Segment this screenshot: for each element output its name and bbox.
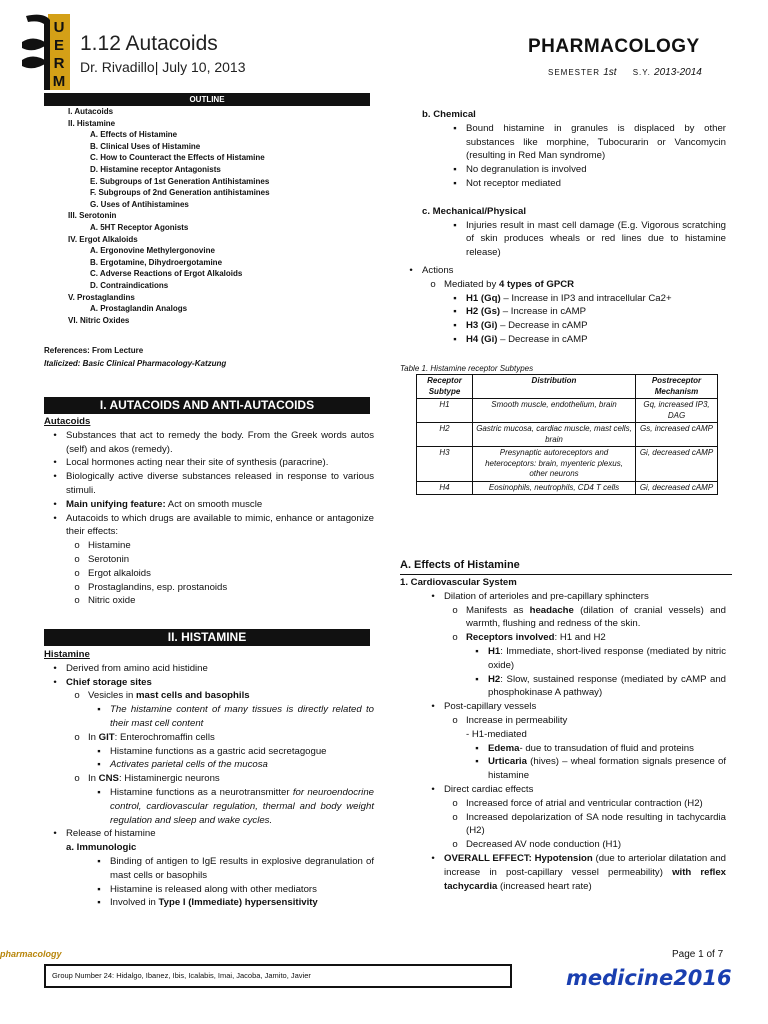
outline-item: C. How to Counteract the Effects of Histamine bbox=[90, 153, 265, 163]
outline-item: E. Subgroups of 1st Generation Antihistamines bbox=[90, 176, 270, 186]
footer-logo: pharmacology bbox=[0, 949, 62, 959]
list-item: o Serotonin bbox=[74, 553, 130, 565]
table-cell: Gs, increased cAMP bbox=[636, 423, 718, 447]
table-cell: H3 bbox=[417, 447, 473, 482]
list-item: o Increased force of atrial and ventricular contraction (H2) bbox=[452, 797, 703, 809]
semester-line bbox=[548, 66, 702, 80]
outline-item: I. Autacoids bbox=[68, 107, 114, 116]
list-item: ▪ H1: Immediate, short-lived response (mediated by nitric oxide) bbox=[475, 645, 726, 671]
page-number: Page 1 of 7 bbox=[672, 949, 724, 960]
list-item: • Release of histamine bbox=[53, 828, 156, 840]
list-item: ▪ Histamine functions as a neurotransmitter for neuroendocrine control, cardiovascular regulation, thermal and body weight regulation and sleep and wake cycles. bbox=[97, 786, 374, 826]
references-italic-line: Italicized: Basic Clinical Pharmacology-Katzung bbox=[44, 359, 227, 368]
table-row bbox=[417, 399, 718, 423]
list-item: ▪ Not receptor mediated bbox=[453, 177, 561, 189]
list-item: ▪ Edema- due to transudation of fluid and proteins bbox=[475, 742, 694, 754]
outline-item: G. Uses of Antihistamines bbox=[90, 199, 189, 209]
list-item: o In CNS: Histaminergic neurons bbox=[74, 773, 220, 785]
list-item: o Increase in permeability bbox=[452, 714, 568, 726]
list-item: ▪ The histamine content of many tissues is directly related to their mast cell content bbox=[97, 704, 374, 729]
outline-list bbox=[68, 106, 368, 326]
cardiovascular-heading: 1. Cardiovascular System bbox=[400, 577, 517, 588]
group-members: Group Number 24: Hidalgo, Ibanez, Ibis, Icalabis, Imai, Jacoba, Jamito, Javier bbox=[44, 964, 512, 988]
section-heading-histamine: II. HISTAMINE bbox=[44, 629, 370, 646]
list-item: ▪ Urticaria (hives) – wheal formation signals presence of histamine bbox=[475, 756, 726, 782]
list-item: ▪ Histamine is released along with other mediators bbox=[97, 883, 317, 895]
logo-letter-u: U bbox=[53, 19, 65, 36]
list-item: • Substances that act to remedy the body. From the Greek words autos (self) and akos (remedy). bbox=[53, 429, 374, 455]
list-item: o Mediated by 4 types of GPCR bbox=[430, 278, 575, 290]
effects-section bbox=[400, 576, 726, 893]
list-item: o Decreased AV node conduction (H1) bbox=[452, 839, 622, 851]
table-header-cell: Distribution bbox=[473, 375, 636, 399]
outline-item: A. Prostaglandin Analogs bbox=[90, 304, 188, 314]
table-cell: Eosinophils, neutrophils, CD4 T cells bbox=[473, 481, 636, 495]
references-line: References: From Lecture bbox=[44, 346, 144, 355]
list-item: ▪ H2: Slow, sustained response (mediated by cAMP and phosphokinase A pathway) bbox=[475, 673, 726, 699]
sy-label: S.Y. bbox=[632, 68, 651, 77]
outline-item: II. Histamine bbox=[68, 118, 116, 128]
semester-value: 1st bbox=[603, 67, 617, 78]
list-item: o Manifests as headache (dilation of cranial vessels) and warmth, flushing and redness of the skin. bbox=[452, 604, 726, 630]
list-item: • Main unifying feature: Act on smooth muscle bbox=[53, 498, 263, 510]
histamine-section bbox=[44, 648, 374, 910]
list-item: • OVERALL EFFECT: Hypotension (due to arteriolar dilatation and increase in post-capillary vessel permeability) with reflex tachycardia (increased heart rate) bbox=[431, 852, 727, 892]
list-item: • Biologically active diverse substances released in response to various stimuli. bbox=[53, 471, 374, 496]
autacoid-types-list bbox=[44, 539, 374, 608]
list-item: o In GIT: Enterochromaffin cells bbox=[74, 731, 215, 743]
document-title: 1.12 Autacoids bbox=[80, 32, 218, 55]
outline-item: B. Clinical Uses of Histamine bbox=[90, 141, 201, 151]
list-item: ▪ Activates parietal cells of the mucosa bbox=[97, 759, 268, 771]
histamine-receptor-table bbox=[416, 374, 718, 495]
list-item: • Derived from amino acid histidine bbox=[53, 662, 208, 674]
table-row bbox=[417, 447, 718, 482]
sy-value: 2013-2014 bbox=[654, 67, 702, 78]
subject-title: PHARMACOLOGY bbox=[528, 36, 700, 57]
autacoids-subheading: Autacoids bbox=[44, 416, 91, 427]
table-cell: Presynaptic autoreceptors and heteroceptors: brain, myenteric plexus, other neurons bbox=[473, 447, 636, 482]
list-item: ▪ Histamine functions as a gastric acid secretagogue bbox=[97, 745, 327, 757]
table-header-row bbox=[417, 375, 718, 399]
logo-letter-r: R bbox=[53, 55, 65, 72]
list-item: ▪ H4 (Gi) – Decrease in cAMP bbox=[453, 333, 588, 345]
list-item: ▪ H2 (Gs) – Increase in cAMP bbox=[453, 306, 586, 318]
outline-item: III. Serotonin bbox=[68, 211, 117, 221]
list-item: ▪ H1 (Gq) – Increase in IP3 and intracellular Ca2+ bbox=[453, 292, 672, 304]
table-cell: H2 bbox=[417, 423, 473, 447]
table-body bbox=[417, 399, 718, 495]
outline-item: V. Prostaglandins bbox=[68, 292, 135, 302]
brand-logo: medicine2016 bbox=[566, 966, 732, 990]
outline-item: F. Subgroups of 2nd Generation antihistamines bbox=[90, 188, 270, 198]
outline-item: VI. Nitric Oxides bbox=[68, 315, 130, 325]
table-cell: H1 bbox=[417, 399, 473, 423]
list-item: • Autacoids to which drugs are available to mimic, enhance or antagonize their effects: bbox=[53, 512, 374, 538]
semester-label: SEMESTER bbox=[548, 68, 601, 77]
outline-item: C. Adverse Reactions of Ergot Alkaloids bbox=[90, 269, 243, 279]
outline-item: D. Histamine receptor Antagonists bbox=[90, 164, 221, 174]
immunologic-heading: a. Immunologic bbox=[66, 842, 137, 854]
histamine-subheading: Histamine bbox=[44, 649, 90, 660]
outline-item: A. Effects of Histamine bbox=[90, 130, 178, 140]
table-row bbox=[417, 481, 718, 495]
list-item: ▪ No degranulation is involved bbox=[453, 164, 587, 176]
chemical-heading: b. Chemical bbox=[422, 109, 476, 120]
table-cell: Smooth muscle, endothelium, brain bbox=[473, 399, 636, 423]
list-item: • Dilation of arterioles and pre-capillary sphincters bbox=[431, 590, 649, 602]
table-header-cell: Receptor Subtype bbox=[417, 375, 473, 399]
section-heading-autacoids: I. AUTACOIDS AND ANTI-AUTACOIDS bbox=[44, 397, 370, 414]
list-item: o Receptors involved: H1 and H2 bbox=[452, 632, 606, 644]
list-item: • Actions bbox=[409, 264, 454, 276]
list-item: o Vesicles in mast cells and basophils bbox=[74, 690, 250, 702]
mechanical-heading: c. Mechanical/Physical bbox=[422, 205, 526, 217]
table-header-cell: Postreceptor Mechanism bbox=[636, 375, 718, 399]
autacoids-section bbox=[44, 415, 374, 608]
outline-header: OUTLINE bbox=[44, 93, 370, 106]
list-item: o Ergot alkaloids bbox=[74, 567, 151, 579]
table-row bbox=[417, 423, 718, 447]
table-cell: Gastric mucosa, cardiac muscle, mast cells, brain bbox=[473, 423, 636, 447]
list-item: • Post-capillary vessels bbox=[431, 701, 537, 713]
outline-item: IV. Ergot Alkaloids bbox=[68, 234, 138, 244]
list-item: • Chief storage sites bbox=[53, 676, 152, 688]
outline-item: B. Ergotamine, Dihydroergotamine bbox=[90, 257, 223, 267]
list-item: • Direct cardiac effects bbox=[431, 783, 534, 795]
table-cell: H4 bbox=[417, 481, 473, 495]
list-item: ▪ Binding of antigen to IgE results in explosive degranulation of mast cells or basophils bbox=[97, 855, 374, 881]
list-item: ▪ Involved in Type I (Immediate) hypersensitivity bbox=[97, 897, 318, 909]
logo-letter-e: E bbox=[53, 37, 65, 54]
table-caption: Table 1. Histamine receptor Subtypes bbox=[400, 364, 534, 373]
outline-item: A. 5HT Receptor Agonists bbox=[90, 222, 189, 232]
author-date: Dr. Rivadillo| July 10, 2013 bbox=[80, 59, 246, 75]
list-item: ▪ H3 (Gi) – Decrease in cAMP bbox=[453, 320, 588, 332]
list-item: ▪ Bound histamine in granules is displaced by other substances like morphine, Tubocurarin or Vancomycin (resulting in Red Man syndrome) bbox=[453, 122, 726, 162]
table-cell: Gq, increased IP3, DAG bbox=[636, 399, 718, 423]
list-item: o Increased depolarization of SA node resulting in tachycardia (H2) bbox=[452, 811, 726, 837]
list-item: o Prostaglandins, esp. prostanoids bbox=[74, 581, 228, 593]
list-item: o Histamine bbox=[74, 540, 131, 552]
references bbox=[44, 344, 226, 370]
uerm-logo bbox=[18, 12, 76, 92]
h1-mediated-note: - H1-mediated bbox=[466, 728, 527, 740]
release-mechanisms bbox=[400, 108, 726, 347]
outline-item: A. Ergonovine Methylergonovine bbox=[90, 246, 215, 256]
list-item: o Nitric oxide bbox=[74, 595, 136, 607]
list-item: ▪ Injuries result in mast cell damage (E.g. Vigorous scratching of skin produces wheals or red lines due to histamine release) bbox=[453, 219, 726, 259]
logo-letter-m: M bbox=[52, 73, 66, 90]
outline-item: D. Contraindications bbox=[90, 280, 169, 290]
table-cell: Gi, decreased cAMP bbox=[636, 447, 718, 482]
list-item: • Local hormones acting near their site of synthesis (paracrine). bbox=[53, 457, 329, 469]
effects-heading: A. Effects of Histamine bbox=[400, 558, 732, 575]
table-cell: Gi, decreased cAMP bbox=[636, 481, 718, 495]
